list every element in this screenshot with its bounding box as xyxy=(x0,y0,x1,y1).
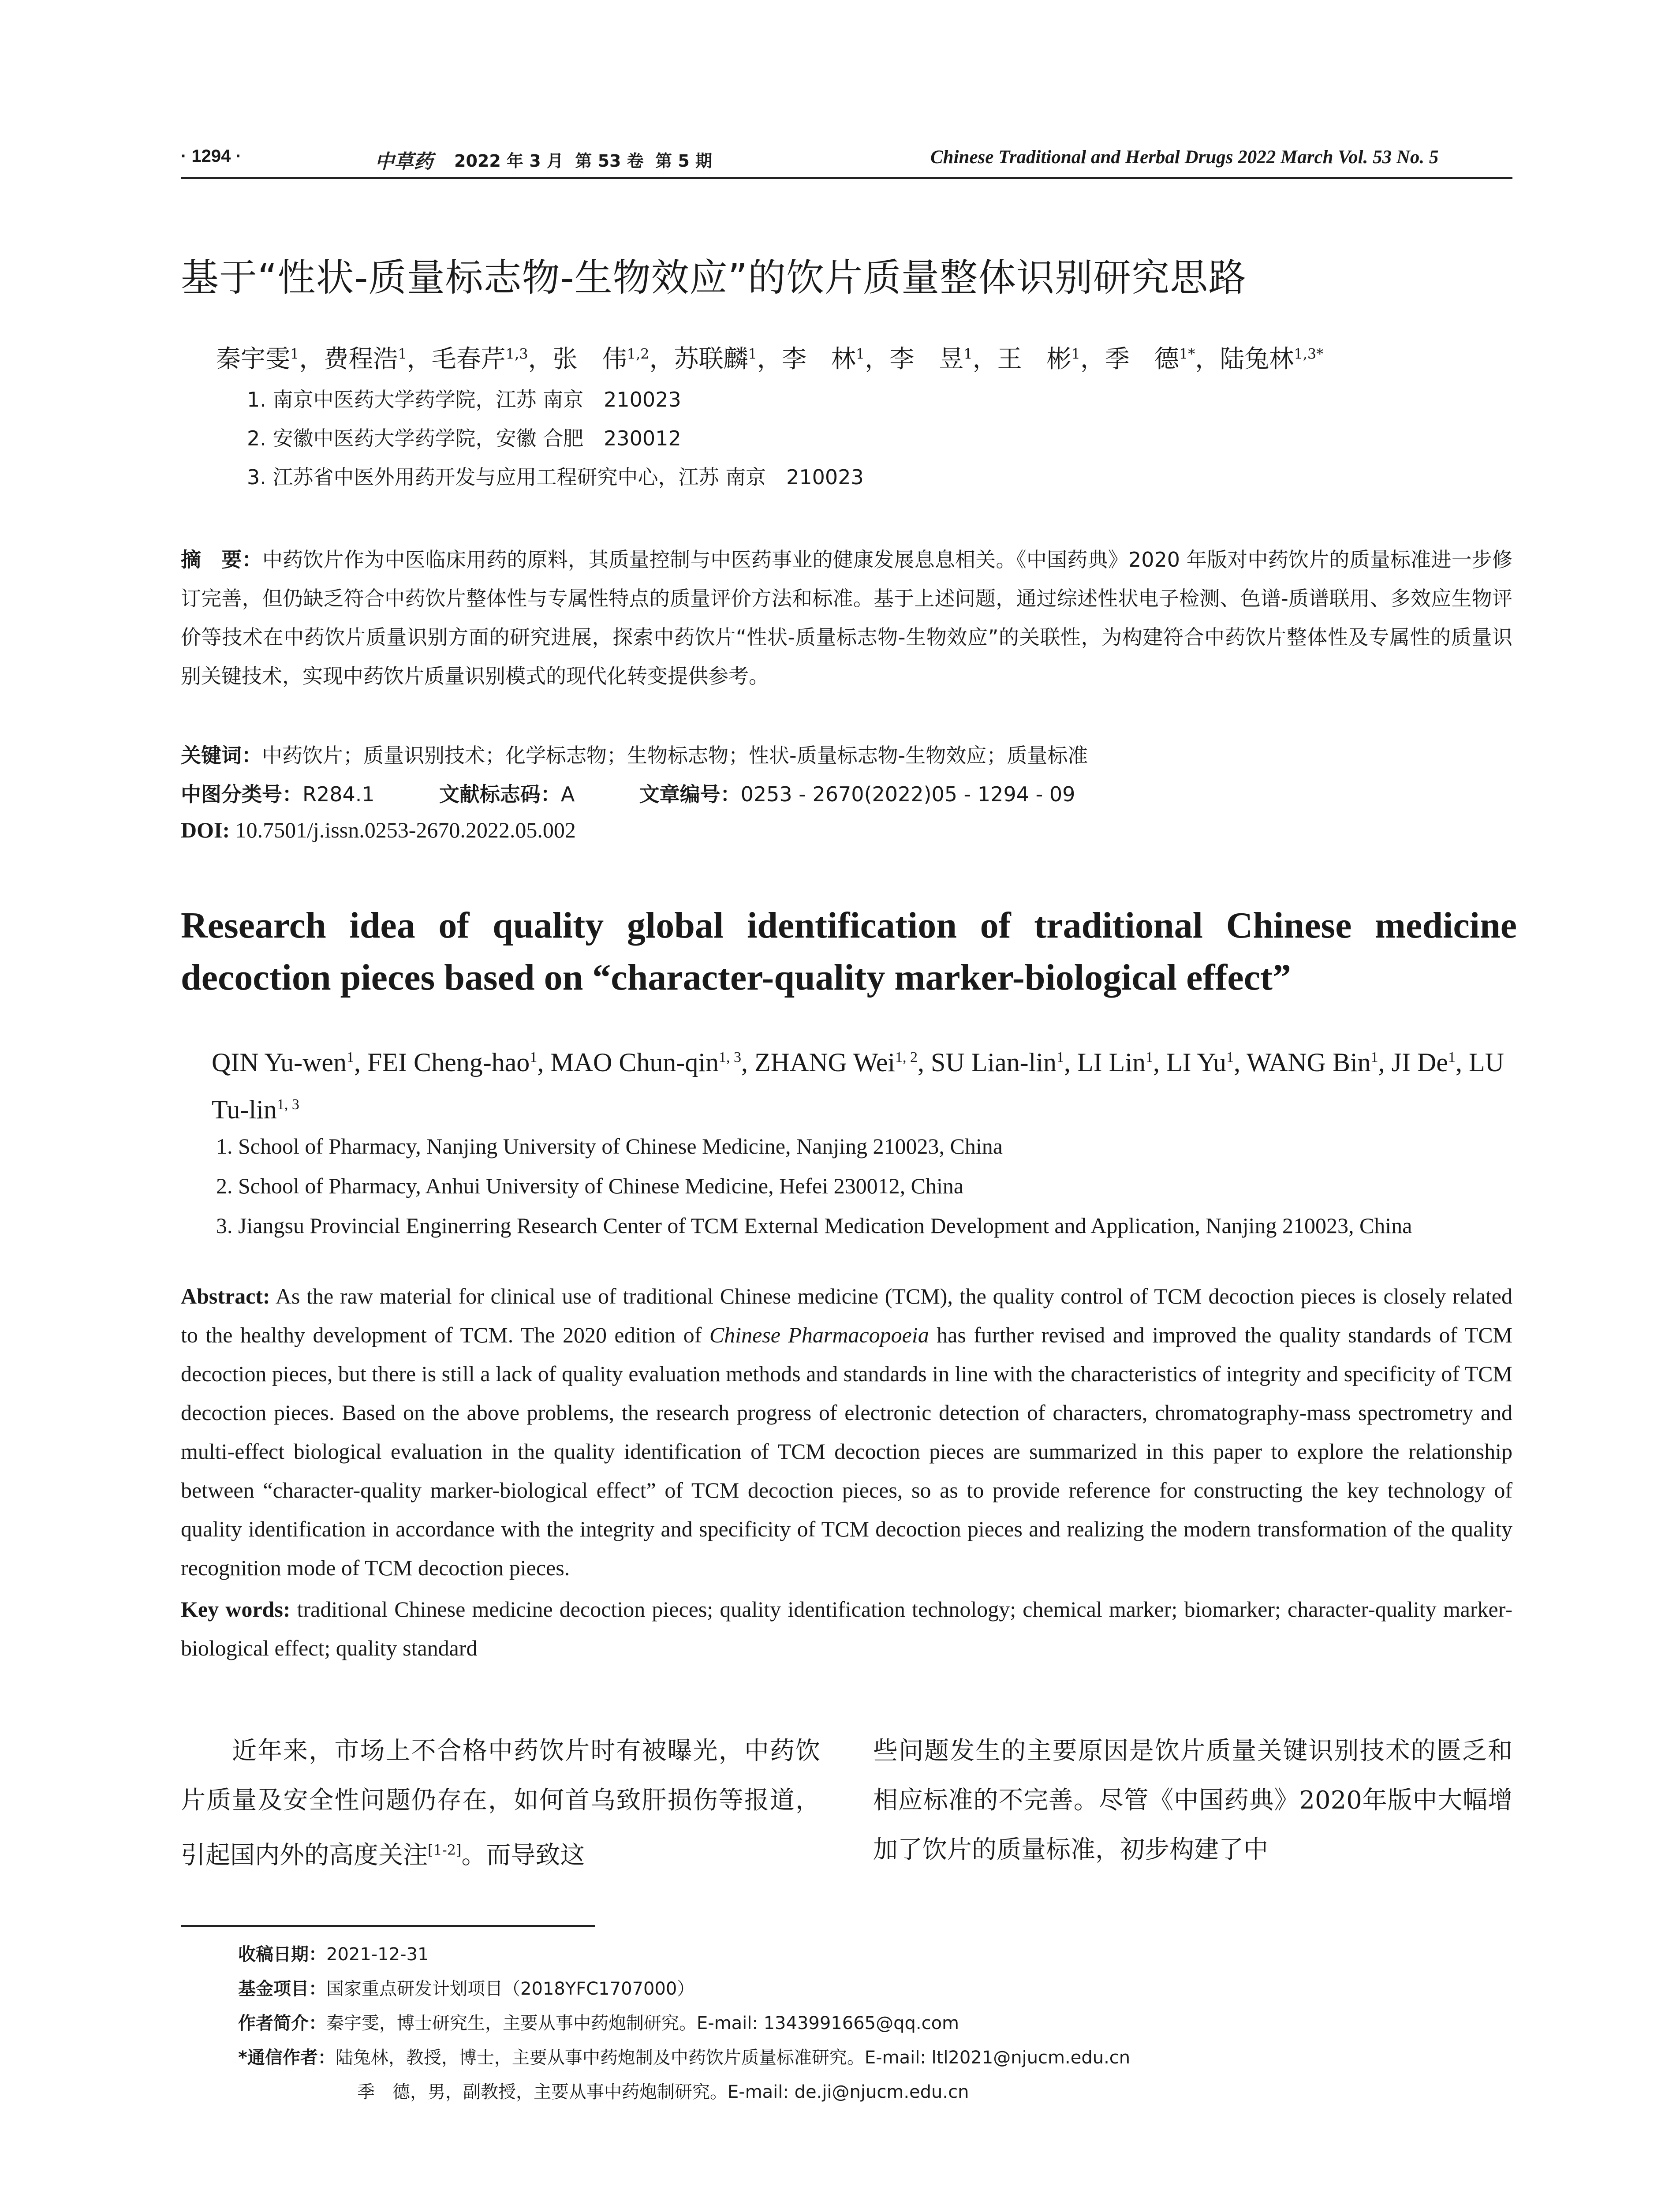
body-column-right xyxy=(873,1727,1512,1875)
author-cn: 王 彬$^1$ xyxy=(997,345,1080,374)
author-cn: 李 林$^1$ xyxy=(781,345,865,374)
citation-ref[interactable]: [1-2] xyxy=(428,1842,462,1858)
author-cn: 李 昱$^1$ xyxy=(889,345,973,374)
abstract-cn-label: 摘 要： xyxy=(181,548,262,572)
affiliation-cn: 1. 南京中医药大学药学院，江苏 南京 210023 xyxy=(247,388,681,411)
author-cn: 季 德$^{1*}$ xyxy=(1105,345,1195,374)
abstract-en-italic: Chinese Pharmacopoeia xyxy=(709,1323,929,1347)
doc-code-value: A xyxy=(560,782,575,806)
abstract-en-label: Abstract: xyxy=(181,1284,270,1308)
author-en: FEI Cheng-hao$^1$ xyxy=(367,1048,538,1077)
affiliation-en: 2. School of Pharmacy, Anhui University of Chinese Medicine, Hefei 230012, China xyxy=(216,1174,964,1198)
footnote-fund xyxy=(238,1975,694,2000)
body-text: 些问题发生的主要原因是饮片质量关键识别技术的匮乏和相应标准的不完善。尽管《中国药典》2020年版中大幅增加了饮片的质量标准，初步构建了中 xyxy=(873,1737,1512,1864)
doi-link[interactable]: 10.7501/j.issn.0253-2670.2022.05.002 xyxy=(235,818,576,842)
affiliation-en: 3. Jiangsu Provincial Enginerring Research Center of TCM External Medication Development and Application, Nanjing 210023, China xyxy=(216,1213,1412,1238)
issue-info-en: Chinese Traditional and Herbal Drugs 2022 March Vol. 53 No. 5 xyxy=(930,147,1439,168)
footnote-label: 收稿日期： xyxy=(238,1944,326,1965)
issue-info-cn: 2022 年 3 月 第 53 卷 第 5 期 xyxy=(454,151,713,171)
author-en: JI De$^1$ xyxy=(1391,1048,1456,1077)
keywords-en-label: Key words: xyxy=(181,1597,291,1622)
author-cn: 陆兔林$^{1,3*}$ xyxy=(1220,345,1324,374)
page-number: · 1294 · xyxy=(181,146,242,166)
journal-name-cn: 中草药 xyxy=(375,150,433,173)
keywords-cn xyxy=(181,740,1512,769)
clc-value: R284.1 xyxy=(302,782,375,806)
abstract-en-text: As the raw material for clinical use of traditional Chinese medicine (TCM), the quality control of TCM decoction pieces is closely related to the healthy development of TCM. The 2020 edition of xyxy=(181,1284,1512,1347)
author-en: WANG Bin$^1$ xyxy=(1246,1048,1378,1077)
footnote-label: 基金项目： xyxy=(238,1979,326,1999)
abstract-cn-text: 中药饮片作为中医临床用药的原料，其质量控制与中医药事业的健康发展息息相关。《中国药典》2020 年版对中药饮片的质量标准进一步修订完善，但仍缺乏符合中药饮片整体性与专属性特点的质量评价方法和标准。基于上述问题，通过综述性状电子检测、色谱-质谱联用、多效应生物评价等技术在中药饮片质量识别方面的研究进展，探索中药饮片“性状-质量标志物-生物效应”的关联性，为构建符合中药饮片整体性及专属性的质量识别关键技术，实现中药饮片质量识别模式的现代化转变提供参考。 xyxy=(181,548,1513,688)
doc-code-label: 文献标志码： xyxy=(439,782,561,806)
body-text: 。而导致这 xyxy=(461,1841,585,1870)
keywords-cn-label: 关键词： xyxy=(181,744,262,767)
affiliation-en: 1. School of Pharmacy, Nanjing University of Chinese Medicine, Nanjing 210023, China xyxy=(216,1134,1003,1159)
footnote-value: 陆兔林，教授，博士，主要从事中药炮制及中药饮片质量标准研究。E-mail: ltl2021@njucm.edu.cn xyxy=(335,2048,1131,2068)
author-cn: 毛春芹$^{1,3}$ xyxy=(431,345,528,374)
keywords-cn-text: 中药饮片；质量识别技术；化学标志物；生物标志物；性状-质量标志物-生物效应；质量标准 xyxy=(262,744,1088,767)
authors-en: QIN Yu-wen$^1$, FEI Cheng-hao$^1$, MAO Chun-qin$^{1, 3}$, ZHANG Wei$^{1, 2}$, SU Lian-lin$^1$, LI Lin$^1$, LI Yu$^1$, WANG Bin$^1$, JI De$^1$, LU Tu-lin$^{1, 3}$ xyxy=(212,1048,1504,1124)
author-en: MAO Chun-qin$^{1, 3}$ xyxy=(550,1048,741,1077)
author-cn: 苏联麟$^1$ xyxy=(674,345,757,374)
footnote-value: 秦宇雯，博士研究生，主要从事中药炮制研究。E-mail: 1343991665@qq.com xyxy=(326,2013,959,2033)
affiliation-cn: 2. 安徽中医药大学药学院，安徽 合肥 230012 xyxy=(247,426,681,450)
author-en: QIN Yu-wen$^1$ xyxy=(212,1048,355,1077)
article-no-label: 文章编号： xyxy=(639,782,741,806)
title-cn: 基于“性状-质量标志物-生物效应”的饮片质量整体识别研究思路 xyxy=(181,256,1247,300)
author-en: SU Lian-lin$^1$ xyxy=(931,1048,1064,1077)
footnote-value: 2021-12-31 xyxy=(326,1944,429,1965)
footnote-corresponding-2: 季 德，男，副教授，主要从事中药炮制研究。E-mail: de.ji@njucm.edu.cn xyxy=(357,2082,969,2102)
doi-label: DOI: xyxy=(181,818,230,842)
author-cn: 秦宇雯$^1$ xyxy=(216,345,299,374)
body-column-left xyxy=(181,1727,820,1880)
body-text: 近年来，市场上不合格中药饮片时有被曝光，中药饮片质量及安全性问题仍存在，如何首乌致肝损伤等报道，引起国内外的高度关注 xyxy=(181,1737,820,1870)
author-en: ZHANG Wei$^{1, 2}$ xyxy=(754,1048,918,1077)
keywords-en xyxy=(181,1590,1512,1667)
classification-row xyxy=(181,778,1075,807)
footnote-corresponding xyxy=(238,2044,1130,2069)
author-cn: 费程浩$^1$ xyxy=(324,345,407,374)
authors-cn: 秦宇雯$^1$，费程浩$^1$，毛春芹$^{1,3}$，张 伟$^{1,2}$，苏联麟$^1$，李 林$^1$，李 昱$^1$，王 彬$^1$，季 德$^{1*}$，陆兔林$^{1,3*}$ xyxy=(216,345,1324,374)
abstract-en xyxy=(181,1277,1512,1587)
author-en: LI Lin$^1$ xyxy=(1077,1048,1153,1077)
footnote-divider xyxy=(181,1925,595,1927)
footnote-author-bio xyxy=(238,2009,959,2034)
author-en: LI Yu$^1$ xyxy=(1166,1048,1234,1077)
affiliation-cn: 3. 江苏省中医外用药开发与应用工程研究中心，江苏 南京 210023 xyxy=(247,465,864,489)
footnote-value: 国家重点研发计划项目（2018YFC1707000） xyxy=(326,1979,695,1999)
author-cn: 张 伟$^{1,2}$ xyxy=(553,345,650,374)
running-header xyxy=(181,146,1512,179)
article-no-value: 0253 - 2670(2022)05 - 1294 - 09 xyxy=(740,782,1075,806)
author-en: LU Tu-lin$^{1, 3}$ xyxy=(212,1048,1504,1124)
abstract-cn xyxy=(181,540,1512,695)
clc-label: 中图分类号： xyxy=(181,782,302,806)
keywords-en-text: traditional Chinese medicine decoction pieces; quality identification technology; chemical marker; biomarker; character-quality marker-biological effect; quality standard xyxy=(181,1597,1512,1660)
footnote-label: 作者简介： xyxy=(238,2013,326,2033)
doi xyxy=(181,817,576,843)
footnote-label: *通信作者： xyxy=(238,2048,336,2068)
title-en: Research idea of quality global identification of traditional Chinese medicine decoction pieces based on “character-quality marker-biological effect” xyxy=(181,905,1517,998)
footnote-received xyxy=(238,1940,429,1966)
abstract-en-text-cont: has further revised and improved the quality standards of TCM decoction pieces, but there is still a lack of quality evaluation methods and standards in line with the characteristics of integrity and specificity of TCM decoction pieces. Based on the above problems, the research progress of electronic detection of characters, chromatography-mass spectrometry and multi-effect biological evaluation in the quality identification of TCM decoction pieces are summarized in this paper to explore the relationship between “character-quality marker-biological effect” of TCM decoction pieces, so as to provide reference for constructing the key technology of quality identification in accordance with the integrity and specificity of TCM decoction pieces and realizing the modern transformation of the quality recognition mode of TCM decoction pieces. xyxy=(181,1323,1513,1580)
